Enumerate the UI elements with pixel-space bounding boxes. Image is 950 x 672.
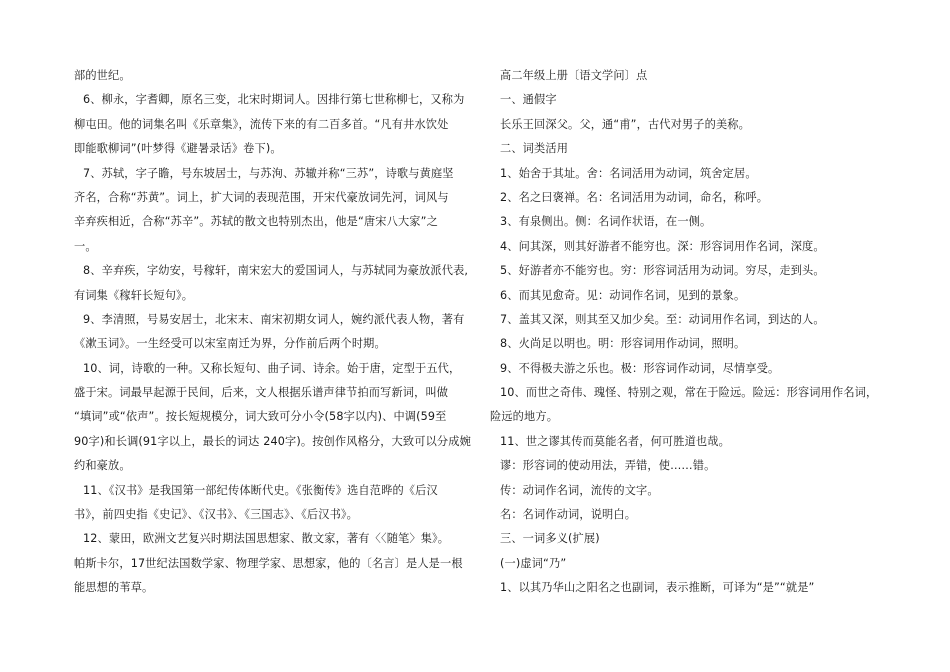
text-line: (一)虚词“乃”: [500, 556, 567, 570]
text-line: 有词集《稼轩长短句》。: [74, 288, 194, 302]
text-line: 6、而其见愈奇。见：动词作名词，见到的景象。: [500, 288, 746, 302]
text-line: 一。: [74, 239, 97, 253]
text-line: 4、问其深，则其好游者不能穷也。深：形容词用作名词，深度。: [500, 239, 825, 253]
text-line: 3、有泉侧出。侧：名词作状语，在一侧。: [500, 215, 712, 229]
text-line: 9、不得极夫游之乐也。极：形容词作动词，尽情享受。: [500, 361, 780, 375]
text-line: “填词”或“依声”。按长短规模分，词大致可分小令(58字以内)、中调(59至: [74, 410, 447, 424]
text-line: 约和豪放。: [74, 459, 131, 473]
text-line: 2、名之曰褒禅。名：名词活用为动词，命名，称呼。: [500, 190, 769, 204]
text-line: 11、世之谬其传而莫能名者，何可胜道也哉。: [500, 434, 730, 448]
text-line: 1、始舍于其址。舍：名词活用为动词，筑舍定居。: [500, 166, 757, 180]
text-line: 辛弃疾相近，合称“苏辛”。苏轼的散文也特别杰出，他是“唐宋八大家”之: [74, 215, 438, 229]
text-line: 7、苏轼，字子瞻，号东坡居士，与苏洵、苏辙并称“三苏”，诗歌与黄庭坚: [83, 166, 454, 180]
text-line: 90字)和长调(91字以上，最长的词达 240字)。按创作风格分，大致可以分成婉: [74, 434, 471, 448]
text-line: 《漱玉词》。一生经受可以宋室南迁为界，分作前后两个时期。: [74, 337, 386, 351]
text-line: 高二年级上册〔语文学问〕点: [500, 69, 648, 82]
text-line: 10、词，诗歌的一种。又称长短句、曲子词、诗余。始于唐，定型于五代，: [83, 361, 461, 375]
text-line: 能思想的苇草。: [74, 581, 154, 595]
text-line: 11、《汉书》是我国第一部纪传体断代史。《张衡传》选自范晔的《后汉: [83, 483, 438, 497]
text-line: 传：动词作名词，流传的文字。: [500, 483, 659, 497]
text-line: 谬：形容词的使动用法，弄错，使……错。: [500, 459, 716, 473]
text-line: 7、盖其又深，则其至又加少矣。至：动词用作名词，到达的人。: [500, 312, 825, 326]
text-line: 帕斯卡尔，17世纪法国数学家、物理学家、思想家，他的〔名言〕是人是一根: [74, 556, 463, 570]
text-line: 柳屯田。他的词集名叫《乐章集》，流传下来的有二百多首。“凡有井水饮处: [74, 117, 449, 131]
text-line: 5、好游者亦不能穷也。穷：形容词活用为动词。穷尽，走到头。: [500, 264, 825, 278]
text-line: 三、一词多义(扩展): [500, 532, 600, 546]
text-line: 险远的地方。: [490, 410, 559, 424]
text-line: 齐名，合称“苏黄”。词上，扩大词的表现范围，开宋代豪放词先河，词风与: [74, 190, 449, 204]
right-column: [490, 64, 880, 601]
text-line: 部的世纪。: [74, 69, 131, 82]
text-line: 书》，前四史指《史记》、《汉书》、《三国志》、《后汉书》。: [74, 508, 358, 522]
text-line: 8、火尚足以明也。明：形容词用作动词，照明。: [500, 337, 746, 351]
text-line: 1、以其乃华山之阳名之也副词，表示推断，可译为“是”“就是”: [500, 581, 815, 595]
text-line: 名：名词作动词，说明白。: [500, 508, 637, 522]
text-line: 长乐王回深父。父，通“甫”，古代对男子的美称。: [500, 117, 750, 131]
text-line: 一、通假字: [500, 93, 557, 107]
left-column: [74, 64, 471, 601]
text-line: 9、李清照，号易安居士，北宋末、南宋初期女词人，婉约派代表人物，著有: [83, 312, 465, 326]
text-line: 即能歌柳词”(叶梦得《避暑录话》卷下)。: [74, 142, 282, 156]
text-line: 6、柳永，字耆卿，原名三变，北宋时期词人。因排行第七世称柳七，又称为: [83, 93, 465, 107]
text-line: 10、而世之奇伟、瑰怪、特别之观，常在于险远。险远：形容词用作名词，: [500, 386, 878, 400]
text-line: 盛于宋。词最早起源于民间，后来，文人根据乐谱声律节拍而写新词，叫做: [74, 386, 449, 400]
text-line: 12、蒙田，欧洲文艺复兴时期法国思想家、散文家，著有〈〈随笔〉集》。: [83, 532, 450, 546]
text-line: 二、词类活用: [500, 142, 569, 156]
text-line: 8、辛弃疾，字幼安，号稼轩，南宋宏大的爱国词人，与苏轼同为豪放派代表,: [83, 264, 469, 278]
